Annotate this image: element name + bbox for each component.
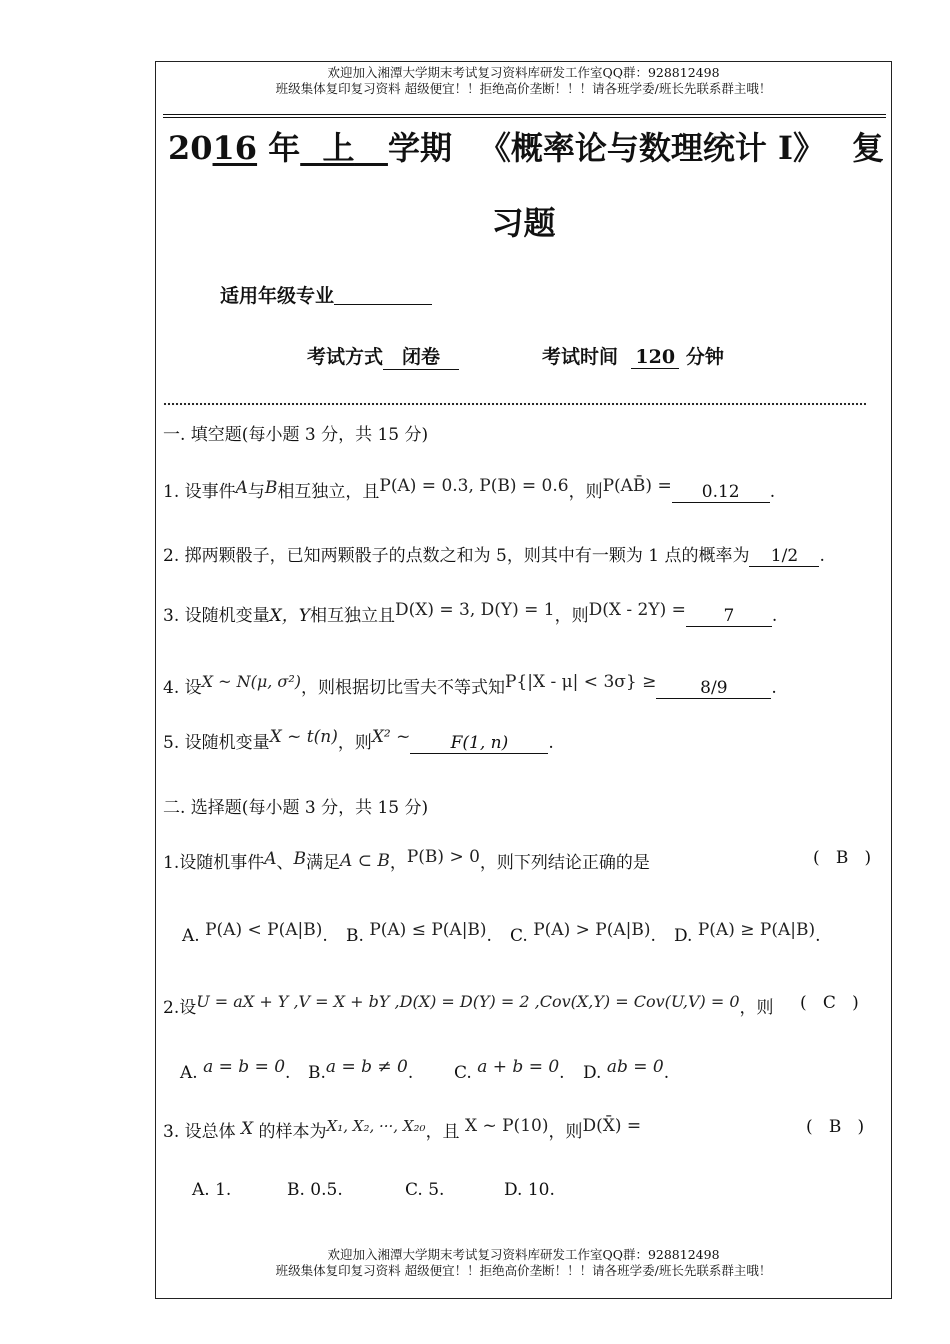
- s2-q3-answer: ( B ): [806, 1117, 865, 1137]
- exam-time-unit: 分钟: [685, 346, 724, 368]
- bottom-footer: [155, 1247, 892, 1279]
- exam-mode-value: 闭卷: [383, 342, 459, 370]
- title-course: 《概率论与数理统计 I》: [478, 129, 826, 167]
- s2-q3-option-d: D. 10.: [504, 1180, 555, 1200]
- s1-q5-answer: F(1, n): [410, 733, 548, 754]
- s2-q3-option-a: A. 1.: [192, 1180, 232, 1200]
- dotted-separator: [163, 398, 866, 410]
- major-row: [220, 281, 432, 308]
- s2-q2-option-a: A. a = b = 0.: [180, 1057, 291, 1083]
- header-divider-thin: [163, 117, 886, 118]
- header-divider: [163, 114, 886, 115]
- s1-question-2: 2. 掷两颗骰子，已知两颗骰子的点数之和为 5，则其中有一颗为 1 点的概率为 1/2 .: [163, 546, 825, 566]
- s2-q2-option-d: D. ab = 0.: [583, 1057, 670, 1083]
- s1-q4-answer: 8/9: [656, 678, 771, 699]
- s1-q1-answer: 0.12: [672, 482, 770, 503]
- section-1-heading: 一. 填空题(每小题 3 分，共 15 分): [163, 425, 429, 445]
- s2-q3-option-c: C. 5.: [405, 1180, 445, 1200]
- exam-time-row: [542, 342, 724, 369]
- title-year-term: 2016 年 上 学期: [168, 129, 452, 167]
- title-fu: 复: [851, 129, 884, 167]
- header-line-2: 班级集体复印复习资料 超级便宜！！拒绝高价垄断！！！请各班学委/班长先联系群主哦！: [275, 81, 772, 96]
- exam-time-label: 考试时间: [542, 346, 619, 368]
- page-title-line-2: 习题: [491, 204, 556, 242]
- s1-question-1: 1. 设事件A与B相互独立，且P(A) = 0.3, P(B) = 0.6，则P(AB̄) = 0.12 .: [163, 476, 776, 502]
- top-header: [155, 65, 892, 97]
- s2-q3-option-b: B. 0.5.: [287, 1180, 343, 1200]
- s1-question-3: 3. 设随机变量X，Y相互独立且D(X) = 3, D(Y) = 1，则D(X - 2Y) = 7 .: [163, 600, 778, 626]
- major-label: 适用年级专业: [220, 285, 335, 307]
- s2-q1-option-d: D. P(A) ≥ P(A|B).: [674, 920, 821, 946]
- footer-line-1: 欢迎加入湘潭大学期末考试复习资料库研发工作室QQ群：928812498: [327, 1247, 720, 1262]
- s1-question-5: 5. 设随机变量X ~ t(n)，则X² ~ F(1, n) .: [163, 727, 554, 753]
- s2-q2-option-c: C. a + b = 0.: [454, 1057, 565, 1083]
- s2-q1-option-a: A. P(A) < P(A|B).: [182, 920, 328, 946]
- footer-line-2: 班级集体复印复习资料 超级便宜！！拒绝高价垄断！！！请各班学委/班长先联系群主哦！: [275, 1263, 772, 1278]
- s1-question-4: 4. 设X ~ N(μ, σ²)，则根据切比雪夫不等式知P{|X - μ| < 3σ} ≥ 8/9 .: [163, 672, 777, 698]
- s2-question-2: 2.设U = aX + Y ,V = X + bY ,D(X) = D(Y) = 2 ,Cov(X,Y) = Cov(U,V) = 0，则: [163, 992, 774, 1018]
- s2-question-1: 1.设随机事件A、B满足A ⊂ B，P(B) > 0，则下列结论正确的是: [163, 847, 650, 873]
- s1-q3-answer: 7: [686, 606, 772, 627]
- exam-mode-row: [307, 342, 459, 370]
- s2-q2-answer: ( C ): [800, 993, 859, 1013]
- major-blank: [334, 284, 432, 305]
- header-line-1: 欢迎加入湘潭大学期末考试复习资料库研发工作室QQ群：928812498: [327, 65, 720, 80]
- s1-q2-answer: 1/2: [749, 546, 819, 567]
- section-2-heading: 二. 选择题(每小题 3 分，共 15 分): [163, 798, 429, 818]
- exam-time-value: 120: [631, 346, 679, 369]
- exam-mode-label: 考试方式: [307, 346, 384, 368]
- page-title: [168, 128, 884, 168]
- s2-q1-option-c: C. P(A) > P(A|B).: [510, 920, 656, 946]
- s2-q1-answer: ( B ): [813, 848, 872, 868]
- s2-q2-option-b: B.a = b ≠ 0.: [308, 1057, 414, 1083]
- s2-question-3: 3. 设总体 X 的样本为X₁, X₂, ···, X₂₀，且 X ~ P(10)，则D(X̄) =: [163, 1116, 642, 1142]
- s2-q1-option-b: B. P(A) ≤ P(A|B).: [346, 920, 492, 946]
